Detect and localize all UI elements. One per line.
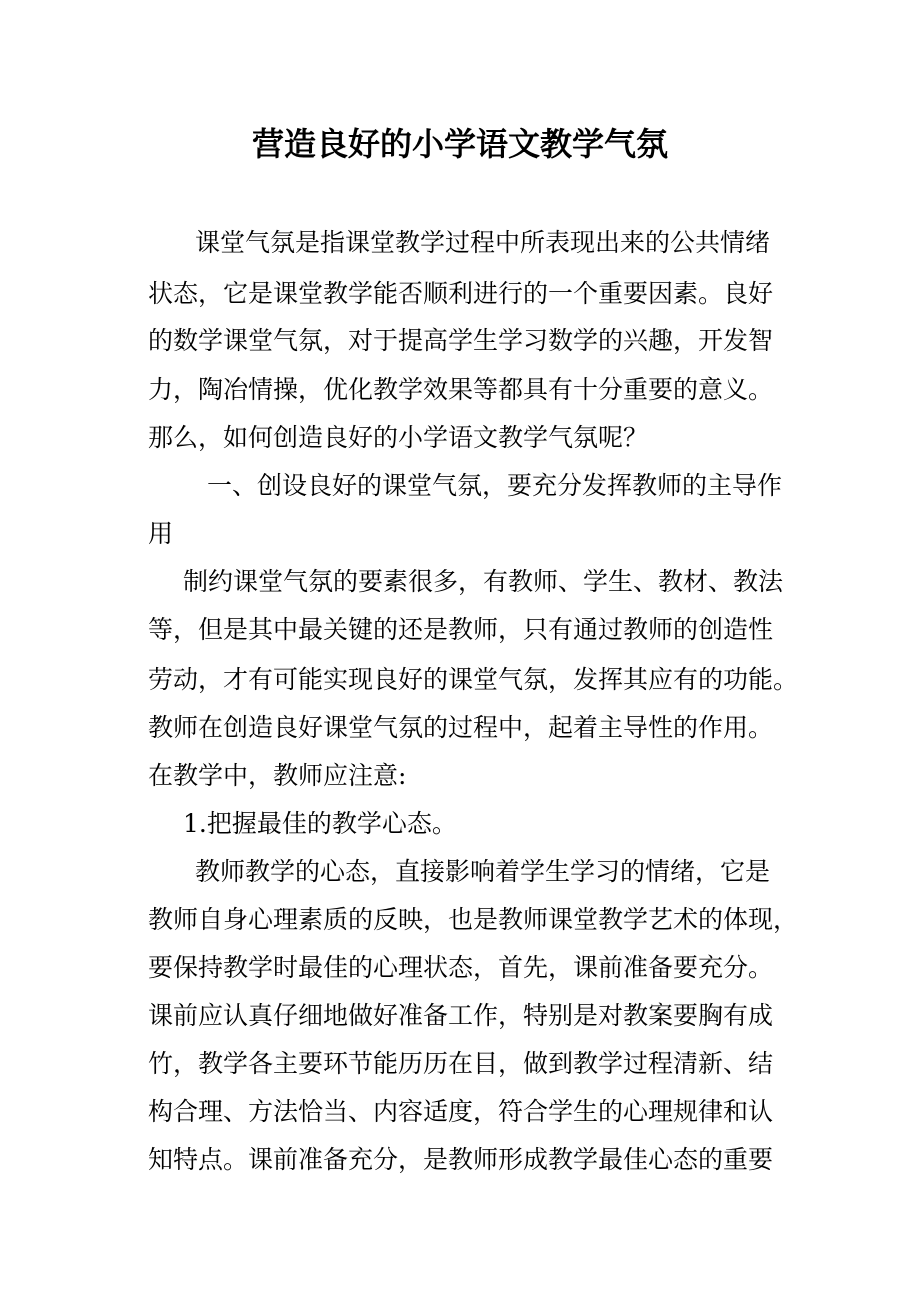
paragraph-line: 知特点。课前准备充分，是教师形成教学最佳心态的重要: [148, 1145, 774, 1174]
paragraph-line: 构合理、方法恰当、内容适度，符合学生的心理规律和认: [148, 1097, 774, 1126]
paragraph-line: 力，陶冶情操，优化教学效果等都具有十分重要的意义。: [148, 375, 774, 404]
paragraph-line: 在教学中，教师应注意:: [148, 761, 407, 790]
subheading-line: 1.把握最佳的教学心态。: [183, 809, 457, 838]
paragraph-line: 制约课堂气氛的要素很多，有教师、学生、教材、教法: [183, 567, 784, 596]
paragraph-line: 那么，如何创造良好的小学语文教学气氛呢？: [148, 423, 649, 452]
paragraph-line: 竹，教学各主要环节能历历在目，做到教学过程清新、结: [148, 1049, 774, 1078]
paragraph-line: 劳动，才有可能实现良好的课堂气氛，发挥其应有的功能。: [148, 665, 799, 694]
paragraph-line: 状态，它是课堂教学能否顺利进行的一个重要因素。良好: [148, 279, 774, 308]
paragraph-line: 课前应认真仔细地做好准备工作，特别是对教案要胸有成: [148, 1001, 774, 1030]
paragraph-line: 教师在创造良好课堂气氛的过程中，起着主导性的作用。: [148, 713, 774, 742]
section-heading-line: 用: [148, 519, 174, 548]
paragraph-line: 教师自身心理素质的反映，也是教师课堂教学艺术的体现，: [148, 905, 799, 934]
paragraph-line: 教师教学的心态，直接影响着学生学习的情绪，它是: [195, 857, 771, 886]
document-title: 营造良好的小学语文教学气氛: [251, 125, 668, 163]
paragraph-line: 要保持教学时最佳的心理状态，首先，课前准备要充分。: [148, 953, 774, 982]
paragraph-line: 的数学课堂气氛，对于提高学生学习数学的兴趣，开发智: [148, 326, 774, 355]
paragraph-line: 课堂气氛是指课堂教学过程中所表现出来的公共情绪: [195, 228, 771, 257]
paragraph-line: 等，但是其中最关键的还是教师，只有通过教师的创造性: [148, 615, 774, 644]
section-heading-line: 一、创设良好的课堂气氛，要充分发挥教师的主导作: [207, 471, 783, 500]
